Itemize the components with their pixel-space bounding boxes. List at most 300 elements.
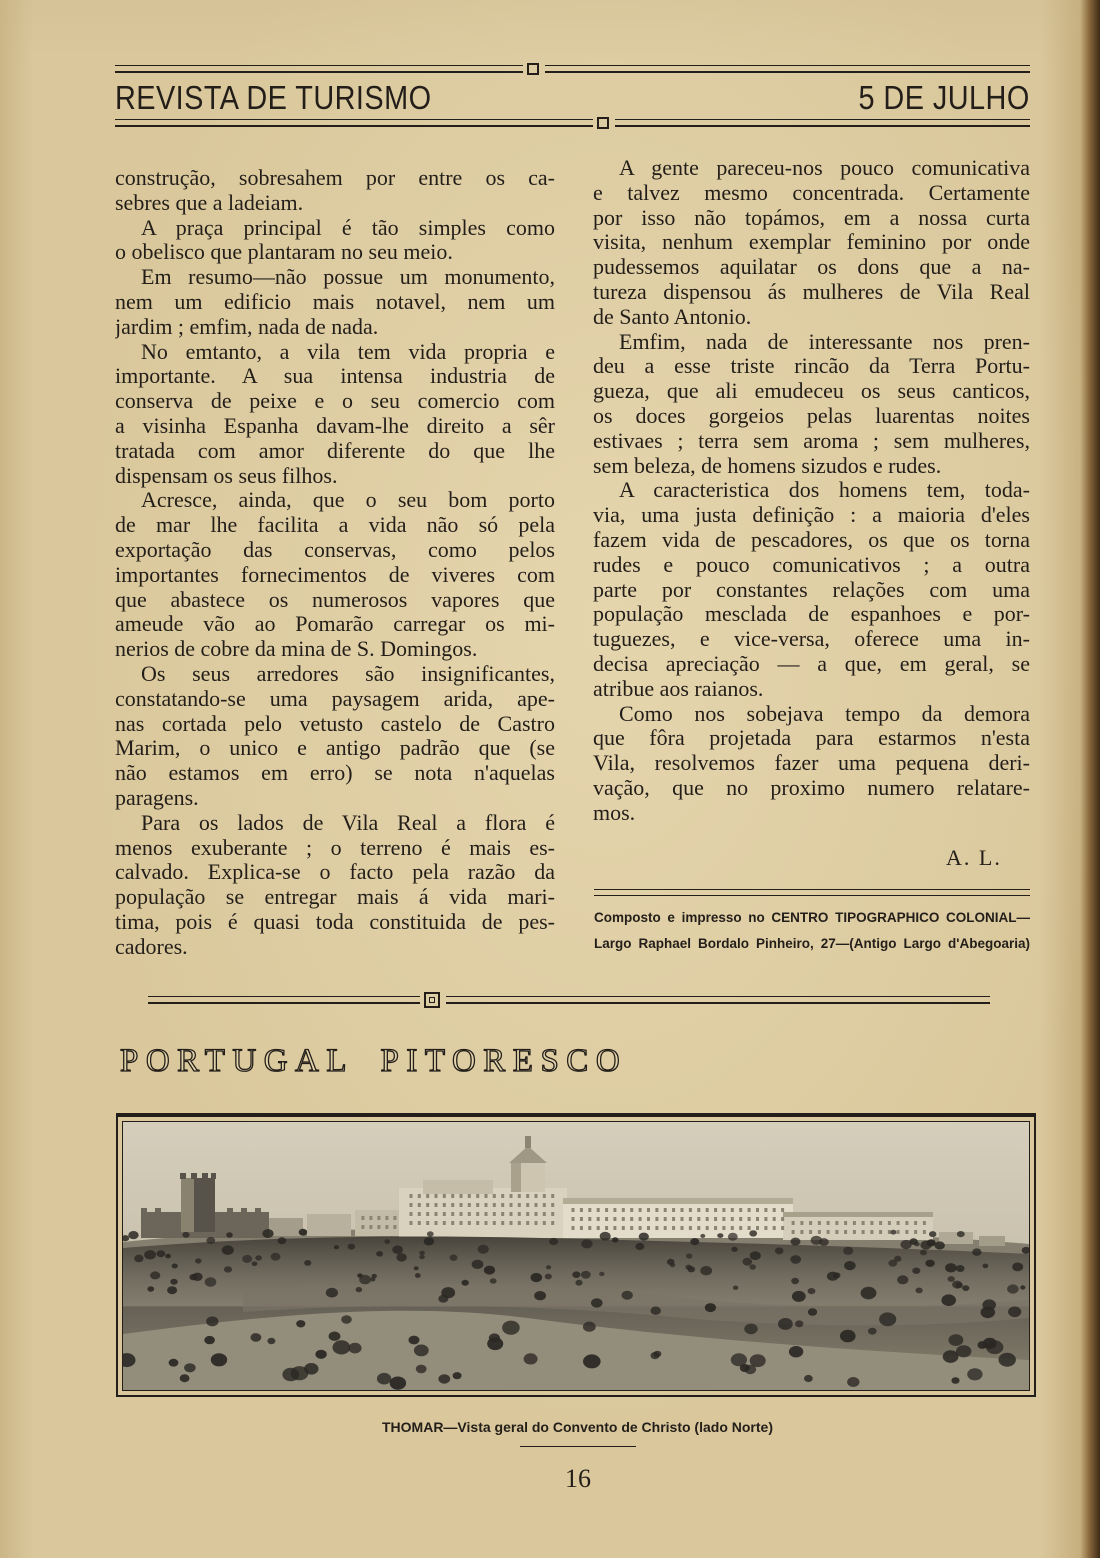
window [764, 1217, 767, 1221]
window [870, 1230, 873, 1234]
tree [396, 1253, 407, 1261]
text-line: deu a esse triste rincão da Terra Portu- [593, 354, 1030, 379]
section-separator-rule [148, 996, 420, 1004]
tree [357, 1273, 363, 1277]
paragraph [115, 340, 555, 489]
window [664, 1226, 667, 1230]
window [510, 1212, 513, 1216]
tree [775, 1247, 784, 1254]
issue-date: 5 DE JULHO [858, 79, 1030, 116]
tree [472, 1260, 484, 1269]
text-line: e talvez mesmo concentrada. Certamente [593, 180, 1030, 205]
window [818, 1230, 821, 1234]
tree [731, 1247, 737, 1252]
window [748, 1226, 751, 1230]
window [361, 1225, 364, 1229]
window [597, 1208, 600, 1212]
tree [945, 1263, 957, 1272]
window [468, 1221, 471, 1225]
window [647, 1208, 650, 1212]
window [923, 1230, 926, 1234]
tree [1020, 1285, 1025, 1289]
house [355, 1210, 403, 1236]
window [748, 1208, 751, 1212]
tree [929, 1231, 936, 1237]
window [714, 1217, 717, 1221]
paragraph [593, 702, 1030, 826]
text-line: A caracteristica dos homens tem, toda- [619, 478, 1030, 503]
tree [948, 1276, 955, 1282]
tree [384, 1239, 390, 1244]
window [385, 1216, 388, 1220]
tree [591, 1298, 603, 1307]
tree [717, 1233, 723, 1238]
window [468, 1212, 471, 1216]
tree [182, 1232, 189, 1238]
window [535, 1221, 538, 1225]
window [501, 1203, 504, 1207]
window [476, 1212, 479, 1216]
tree [334, 1245, 339, 1249]
text-line: decisa apreciação — a que, em geral, se [593, 651, 1030, 676]
window [426, 1203, 429, 1207]
window [572, 1217, 575, 1221]
window [844, 1230, 847, 1234]
tree [790, 1255, 801, 1264]
tree [951, 1377, 959, 1384]
tree [843, 1247, 853, 1255]
window [647, 1226, 650, 1230]
text-line: Para os lados de Vila Real a flora é [141, 810, 555, 835]
tree [879, 1312, 896, 1326]
text-line: rudes e pouco comunicativos ; a outra [593, 552, 1030, 577]
text-line: de Santo Antonio. [593, 304, 752, 329]
page-number: 16 [565, 1464, 591, 1493]
window [418, 1221, 421, 1225]
window [613, 1226, 616, 1230]
tree [983, 1264, 989, 1269]
window [800, 1221, 803, 1225]
window [706, 1208, 709, 1212]
tree [962, 1285, 969, 1291]
tree [534, 1291, 546, 1300]
window [572, 1226, 575, 1230]
window [526, 1221, 529, 1225]
tree [612, 1237, 618, 1242]
tree [1007, 1284, 1019, 1293]
tree [670, 1263, 676, 1267]
tree [1012, 1263, 1023, 1272]
text-line: sebres que a ladeiam. [115, 190, 304, 215]
paragraph [593, 330, 1030, 479]
text-line: importante. A sua intensa industria de [115, 364, 555, 389]
separator-ornament [424, 992, 440, 1008]
tree [157, 1250, 166, 1257]
window [518, 1212, 521, 1216]
window [460, 1212, 463, 1216]
tree [195, 1258, 202, 1263]
window [862, 1221, 865, 1225]
separator-ornament-inner [429, 997, 435, 1003]
window [377, 1225, 380, 1229]
window [526, 1212, 529, 1216]
window [722, 1208, 725, 1212]
window [493, 1221, 496, 1225]
battlement [211, 1173, 216, 1179]
window [630, 1208, 633, 1212]
window [827, 1230, 830, 1234]
window [580, 1226, 583, 1230]
tree [255, 1255, 262, 1260]
text-line: que fôra projetada para estarmos n'esta [593, 726, 1030, 751]
text-line: menos exuberante ; o terreno é mais es- [115, 835, 555, 860]
window [493, 1212, 496, 1216]
castle-tower-lit-face [181, 1178, 194, 1232]
tree [348, 1343, 361, 1354]
window [410, 1221, 413, 1225]
battlement [155, 1208, 161, 1213]
tree [847, 1377, 859, 1387]
tree [262, 1229, 273, 1238]
tree [653, 1351, 661, 1357]
tree [808, 1288, 816, 1294]
window [827, 1221, 830, 1225]
window [580, 1208, 583, 1212]
paragraph [593, 478, 1030, 701]
window [681, 1208, 684, 1212]
window [535, 1194, 538, 1198]
text-line: Os seus arredores são insignificantes, [141, 661, 555, 686]
paragraph [115, 216, 555, 266]
magazine-title: REVISTA DE TURISMO [115, 79, 432, 116]
window [639, 1208, 642, 1212]
tree [414, 1345, 429, 1357]
text-line: parte por constantes relações com uma [593, 577, 1030, 602]
window [451, 1203, 454, 1207]
window [897, 1221, 900, 1225]
window [853, 1230, 856, 1234]
window [914, 1221, 917, 1225]
tree [819, 1238, 829, 1246]
tree [599, 1272, 604, 1276]
window [493, 1203, 496, 1207]
tree [222, 1245, 234, 1255]
tree [894, 1256, 901, 1262]
window [689, 1217, 692, 1221]
window [426, 1221, 429, 1225]
convent-main-block [399, 1188, 567, 1238]
tree [169, 1359, 179, 1367]
header-rule [615, 119, 1030, 127]
tree [952, 1281, 962, 1289]
house [269, 1218, 303, 1236]
text-line: população se entregar mais á vida mari- [115, 885, 555, 910]
text-line: atribue aos raianos. [593, 676, 764, 701]
tree [180, 1374, 190, 1382]
tree [172, 1264, 178, 1269]
window [844, 1221, 847, 1225]
window [518, 1221, 521, 1225]
window [731, 1226, 734, 1230]
window [410, 1203, 413, 1207]
tree [728, 1233, 738, 1241]
battlement [227, 1208, 233, 1213]
window [613, 1217, 616, 1221]
article-column-left [115, 166, 555, 960]
tree [583, 1354, 601, 1368]
tree [744, 1324, 757, 1335]
tree [789, 1346, 803, 1357]
tree [792, 1291, 806, 1302]
tree [600, 1232, 611, 1241]
window [485, 1194, 488, 1198]
battlement [202, 1173, 208, 1179]
tree [982, 1299, 996, 1310]
text-line: tratada com amor diferente do que lhe [115, 438, 555, 463]
window [853, 1221, 856, 1225]
paragraph [115, 265, 555, 339]
tree [416, 1365, 427, 1374]
convent-roof [423, 1180, 493, 1194]
text-line: ameude vão ao Pomarão carregar os mi- [115, 612, 555, 637]
window [543, 1194, 546, 1198]
tree [502, 1321, 520, 1335]
tree [635, 1243, 644, 1250]
text-line: paragens. [115, 785, 199, 810]
window [681, 1226, 684, 1230]
tree [252, 1262, 258, 1267]
tree [326, 1288, 338, 1298]
window [551, 1194, 554, 1198]
east-wing [783, 1216, 933, 1240]
tree [224, 1266, 232, 1272]
photo-frame [116, 1113, 1036, 1397]
text-line: cadores. [115, 934, 188, 959]
window [451, 1194, 454, 1198]
window [655, 1208, 658, 1212]
tree [920, 1250, 927, 1256]
tree [744, 1365, 756, 1375]
window [630, 1217, 633, 1221]
text-line: importantes fornecimentos de viveres com [115, 562, 555, 587]
window [905, 1230, 908, 1234]
text-line: Acresce, ainda, que o seu bom porto [141, 488, 555, 513]
window [672, 1217, 675, 1221]
tree [226, 1232, 233, 1237]
tree [581, 1271, 591, 1279]
window [655, 1217, 658, 1221]
window [361, 1216, 364, 1220]
window [597, 1217, 600, 1221]
window [476, 1203, 479, 1207]
window [639, 1217, 642, 1221]
photograph [122, 1121, 1030, 1391]
tree [549, 1238, 558, 1245]
window [443, 1194, 446, 1198]
window [914, 1230, 917, 1234]
tree [531, 1273, 543, 1282]
text-line: jardim ; emfim, nada de nada. [115, 314, 379, 339]
window [510, 1194, 513, 1198]
window [468, 1194, 471, 1198]
tree [333, 1340, 351, 1354]
window [551, 1212, 554, 1216]
header-ornament [527, 63, 539, 75]
tree [134, 1255, 143, 1263]
tree [150, 1271, 160, 1279]
tree [372, 1274, 377, 1278]
church-shadow [511, 1162, 521, 1192]
window [613, 1208, 616, 1212]
window [485, 1212, 488, 1216]
tree [424, 1237, 434, 1245]
tree [165, 1254, 171, 1259]
window [460, 1203, 463, 1207]
header-ornament [597, 117, 609, 129]
tree [291, 1366, 309, 1380]
paragraph [115, 662, 555, 811]
tree [462, 1280, 469, 1286]
window [714, 1226, 717, 1230]
tree [844, 1261, 856, 1270]
text-line: nas cortada pelo vetusto castelo de Castro [115, 711, 555, 736]
tree [690, 1238, 699, 1245]
text-line: pudessemos aquilatar os dons que a na- [593, 255, 1030, 280]
window [800, 1230, 803, 1234]
tree [622, 1291, 633, 1300]
window [835, 1230, 838, 1234]
tree [242, 1255, 252, 1263]
window [460, 1194, 463, 1198]
photo-caption: THOMAR—Vista geral do Convento de Christo (lado Norte) [382, 1419, 773, 1435]
tree [986, 1340, 1003, 1354]
tree [341, 1315, 352, 1324]
window [689, 1226, 692, 1230]
window [905, 1221, 908, 1225]
tree [211, 1353, 227, 1366]
window [630, 1226, 633, 1230]
tree [204, 1336, 215, 1344]
header-rule [115, 65, 523, 73]
window [879, 1230, 882, 1234]
tree [999, 1353, 1016, 1367]
tree [956, 1265, 965, 1272]
text-line: via, uma justa definição : a maioria d'eles [593, 503, 1030, 528]
text-line: que abastece os numerosos vapores que [115, 587, 555, 612]
window [451, 1221, 454, 1225]
window [773, 1208, 776, 1212]
window [888, 1221, 891, 1225]
tree [414, 1266, 419, 1270]
tree [581, 1239, 592, 1248]
window [501, 1221, 504, 1225]
window [792, 1230, 795, 1234]
tree [700, 1234, 705, 1238]
tree [840, 1330, 856, 1343]
window [526, 1194, 529, 1198]
imprint-rule [594, 889, 1030, 896]
text-line: Marim, o unico e antigo padrão que (se [115, 736, 555, 761]
tree [484, 1266, 495, 1275]
tree [478, 1245, 489, 1254]
tree [686, 1253, 692, 1258]
tree [688, 1266, 696, 1272]
tree [390, 1377, 406, 1390]
text-line: tureza dispensou ás mulheres de Vila Real [593, 279, 1030, 304]
window [870, 1221, 873, 1225]
window [551, 1221, 554, 1225]
window [572, 1208, 575, 1212]
window [923, 1221, 926, 1225]
tree [438, 1295, 448, 1303]
window [739, 1217, 742, 1221]
tree [935, 1241, 945, 1249]
tree [147, 1286, 154, 1291]
window [460, 1221, 463, 1225]
text-line: sem beleza, de homens sizudos e rudes. [593, 453, 942, 478]
text-line: calvado. Explica-se o facto pela razão da [115, 860, 555, 885]
window [393, 1225, 396, 1229]
tree [487, 1337, 503, 1350]
tree [453, 1372, 462, 1379]
text-line: exportação das conservas, como pelos [115, 537, 555, 562]
tree [925, 1260, 934, 1267]
section-title: PORTUGAL PITORESCO [120, 1043, 628, 1079]
text-line: dispensam os seus filhos. [115, 463, 338, 488]
tree [572, 1271, 580, 1278]
text-line: tuguezes, e vice-versa, oferece uma in- [593, 627, 1030, 652]
text-line: mos. [593, 800, 636, 825]
window [622, 1217, 625, 1221]
tree [731, 1353, 747, 1366]
window [526, 1203, 529, 1207]
window [862, 1230, 865, 1234]
text-line: No emtanto, a vila tem vida propria e [141, 339, 555, 364]
window [426, 1194, 429, 1198]
window [697, 1217, 700, 1221]
tree [749, 1264, 756, 1269]
window [731, 1217, 734, 1221]
window [835, 1221, 838, 1225]
tree [791, 1238, 801, 1246]
tree [427, 1231, 434, 1236]
imprint-line: Composto e impresso no CENTRO TIPOGRAPHICO COLONIAL— [594, 910, 1030, 925]
imprint-line: Largo Raphael Bordalo Pinheiro, 27—(Antigo Largo d'Abegoaria) [594, 936, 1030, 951]
section-separator-rule [446, 996, 990, 1004]
tree [583, 1322, 596, 1332]
window [879, 1221, 882, 1225]
article-column-right [593, 156, 1030, 826]
window [739, 1226, 742, 1230]
header-rule [545, 65, 1030, 73]
window [792, 1221, 795, 1225]
window [435, 1212, 438, 1216]
window [664, 1217, 667, 1221]
paragraph [115, 488, 555, 662]
tree [356, 1287, 363, 1292]
window [672, 1226, 675, 1230]
tree [271, 1253, 281, 1261]
window [781, 1226, 784, 1230]
window [597, 1226, 600, 1230]
tree [778, 1318, 793, 1330]
text-line: de mar lhe facilita a vida não só pela [115, 513, 555, 538]
window [443, 1212, 446, 1216]
page-number-rule [520, 1446, 636, 1447]
tree [795, 1320, 803, 1327]
tree [438, 1374, 450, 1383]
battlement [141, 1208, 147, 1213]
